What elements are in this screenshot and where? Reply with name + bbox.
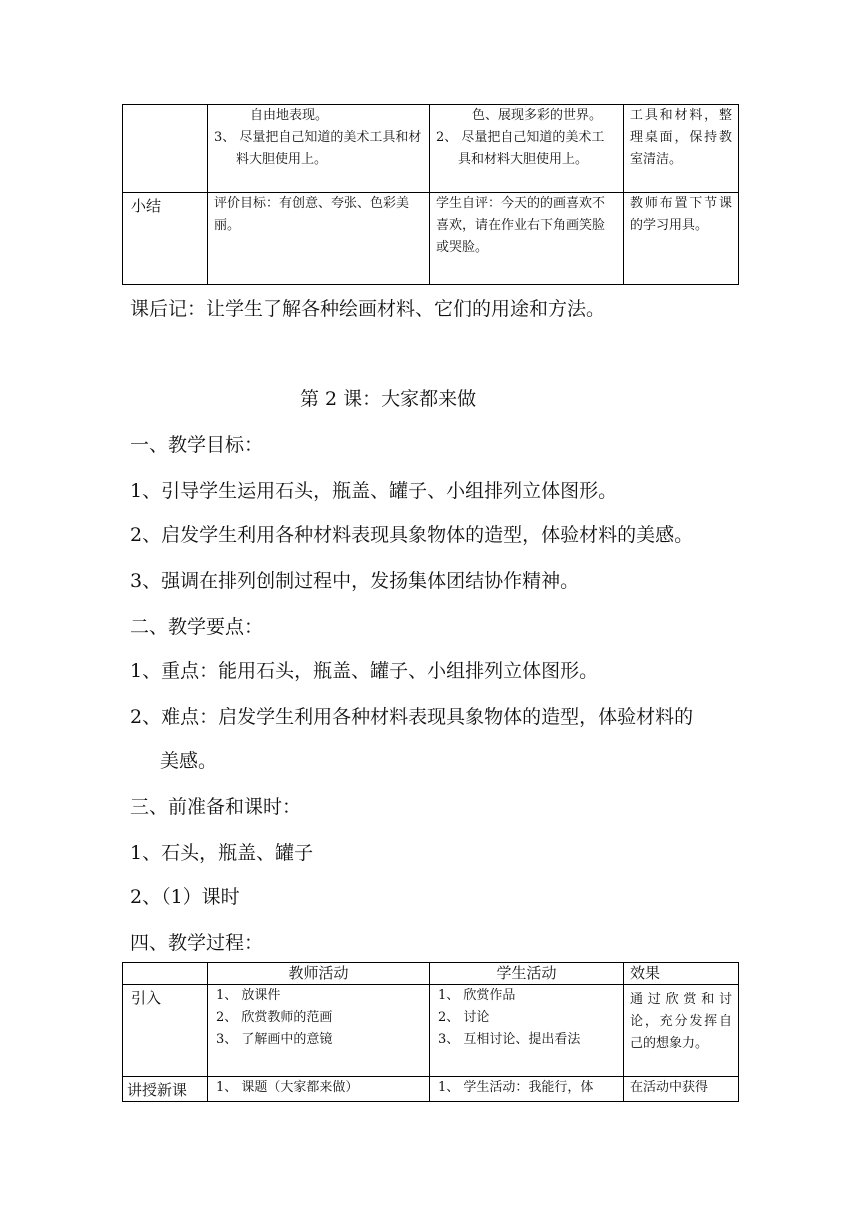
evaluation-text: 有创意、夸张、色彩美丽。 (214, 196, 410, 233)
header-cell: 效果 (624, 963, 739, 985)
goal-item: 2、启发学生利用各种材料表现具象物体的造型，体验材料的美感。 (130, 524, 694, 546)
lesson1-process-table-continued (122, 104, 739, 285)
table-row (123, 985, 739, 1077)
evaluation-label: 评价目标： (214, 196, 280, 211)
student-activity-cell (430, 193, 624, 285)
afterword: 课后记：让学生了解各种绘画材料、它们的用途和方法。 (130, 298, 606, 320)
preparation-item: 1、石头，瓶盖、罐子 (130, 842, 314, 864)
student-line: 色、展现多彩的世界。 (472, 108, 603, 123)
table-row (123, 105, 739, 193)
self-eval-label: 学生自评： (436, 196, 502, 211)
teacher-line: 2、 欣赏教师的范画 (216, 1010, 333, 1025)
stage-cell: 讲授新课 (123, 1077, 208, 1102)
effect-cell: 在活动中获得 (624, 1077, 739, 1102)
lesson-title: 第 2 课：大家都来做 (300, 388, 477, 410)
student-line: 2、 尽量把自己知道的美术工具和材料大胆使用上。 (436, 130, 605, 167)
header-cell (123, 963, 208, 985)
teacher-activity-cell: 1、 课题（大家都来做） (208, 1077, 430, 1102)
key-point-continuation: 美感。 (160, 750, 218, 772)
key-point-item: 2、难点：启发学生利用各种材料表现具象物体的造型，体验材料的 (130, 706, 694, 728)
lesson2-process-table (122, 962, 739, 1102)
preparation-item: 2、（1）课时 (130, 886, 240, 908)
student-activity-cell: 1、 学生活动：我能行，体 (430, 1077, 624, 1102)
effect-cell: 通过欣赏和讨论，充分发挥自己的想象力。 (624, 985, 739, 1077)
stage-cell (123, 105, 208, 193)
teacher-activity-cell (208, 985, 430, 1077)
process-heading: 四、教学过程： (130, 932, 264, 954)
student-line: 1、 欣赏作品 (438, 988, 516, 1003)
table-row (123, 193, 739, 285)
teacher-line: 3、 尽量把自己知道的美术工具和材料大胆使用上。 (214, 130, 422, 167)
student-line: 2、 讨论 (438, 1010, 490, 1025)
student-activity-cell (430, 105, 624, 193)
header-cell: 学生活动 (430, 963, 624, 985)
teacher-line: 3、 了解画中的意镜 (216, 1032, 333, 1047)
teacher-activity-cell (208, 193, 430, 285)
student-activity-cell (430, 985, 624, 1077)
effect-cell: 教师布置下节课的学习用具。 (624, 193, 739, 285)
stage-cell: 小结 (123, 193, 208, 285)
teacher-line: 自由地表现。 (250, 108, 329, 123)
goal-item: 3、强调在排列创制过程中，发扬集体团结协作精神。 (130, 570, 580, 592)
teacher-line: 1、 放课件 (216, 988, 281, 1003)
self-eval-text: 今天的的画喜欢不喜欢，请在作业右下角画笑脸或哭脸。 (436, 196, 606, 255)
key-points-heading: 二、教学要点： (130, 616, 264, 638)
key-point-item: 1、重点：能用石头，瓶盖、罐子、小组排列立体图形。 (130, 660, 599, 682)
goal-item: 1、引导学生运用石头，瓶盖、罐子、小组排列立体图形。 (130, 480, 618, 502)
goals-heading: 一、教学目标： (130, 434, 264, 456)
preparation-heading: 三、前准备和课时： (130, 796, 302, 818)
effect-cell: 工具和材料，整理桌面，保持教室清洁。 (624, 105, 739, 193)
stage-cell: 引入 (123, 985, 208, 1077)
teacher-activity-cell (208, 105, 430, 193)
table-header-row (123, 963, 739, 985)
student-line: 3、 互相讨论、提出看法 (438, 1032, 581, 1047)
header-cell: 教师活动 (208, 963, 430, 985)
table-row (123, 1077, 739, 1102)
